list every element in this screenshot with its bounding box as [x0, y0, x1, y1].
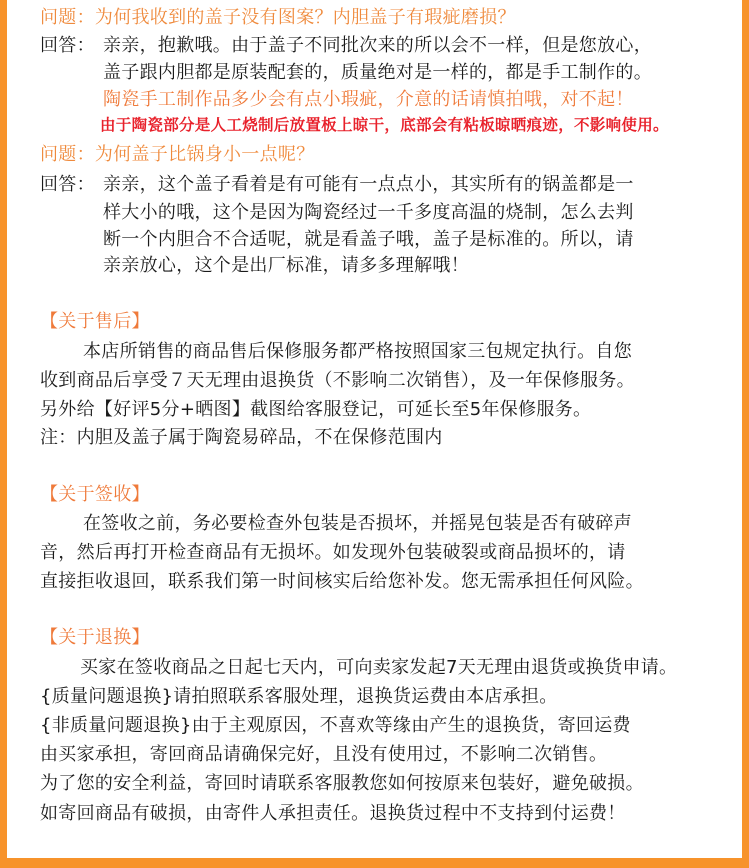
answer-line: 样大小的哦，这个是因为陶瓷经过一千多度高温的烧制，怎么去判 [103, 202, 634, 223]
warning-line: 陶瓷手工制作品多少会有点小瑕疵，介意的话请慎拍哦，对不起！ [103, 89, 634, 110]
answer-line: 亲亲，抱歉哦。由于盖子不同批次来的所以会不一样，但是您放心， [103, 35, 652, 56]
question-text: 为何我收到的盖子没有图案？内胆盖子有瑕疵磨损？ [94, 7, 516, 28]
section-line: 由买家承担，寄回商品请确保完好，且没有使用过，不影响二次销售。 [40, 744, 608, 765]
section-line: 收到商品后享受７天无理由退换货（不影响二次销售），及一年保修服务。 [40, 370, 635, 391]
question-label: 问题： [40, 144, 95, 165]
section-line: 本店所销售的商品售后保修服务都严格按照国家三包规定执行。自您 [83, 341, 632, 362]
answer-line: 亲亲放心，这个是出厂标准，请多多理解哦！ [103, 255, 469, 276]
answer-label: 回答： [40, 35, 95, 56]
red-note: 由于陶瓷部分是人工烧制后放置板上晾干，底部会有粘板晾晒痕迹，不影响使用。 [100, 116, 669, 134]
section-line: 直接拒收退回，联系我们第一时间核实后给您补发。您无需承担任何风险。 [40, 571, 644, 592]
section-line: 如寄回商品有破损，由寄件人承担责任。退换货过程中不支持到付运费！ [40, 803, 626, 824]
section-line: 在签收之前，务必要检查外包装是否损坏，并摇晃包装是否有破碎声 [83, 513, 632, 534]
section-line: 音，然后再打开检查商品有无损坏。如发现外包装破裂或商品损坏的，请 [40, 542, 626, 563]
section-title-returns: 【关于退换】 [40, 627, 150, 648]
section-line: 为了您的安全利益，寄回时请联系客服教您如何按原来包装好，避免破损。 [40, 773, 644, 794]
answer-line: 断一个内胆合不合适呢，就是看盖子哦，盖子是标准的。所以，请 [103, 229, 634, 250]
answer-label: 回答： [40, 174, 95, 195]
section-line: 买家在签收商品之日起七天内，可向卖家发起7天无理由退货或换货申请。 [80, 657, 678, 678]
faq-2-question [40, 143, 315, 167]
section-line: {非质量问题退换}由于主观原因，不喜欢等缘由产生的退换货，寄回运费 [40, 715, 631, 736]
answer-line: 盖子跟内胆都是原装配套的，质量绝对是一样的，都是手工制作的。 [103, 62, 652, 83]
question-label: 问题： [40, 7, 95, 28]
section-line: 注：内胆及盖子属于陶瓷易碎品，不在保修范围内 [40, 427, 443, 448]
question-text: 为何盖子比锅身小一点呢？ [94, 144, 315, 165]
answer-line: 亲亲，这个盖子看着是有可能有一点点小，其实所有的锅盖都是一 [103, 174, 634, 195]
section-line: {质量问题退换}请拍照联系客服处理，退换货运费由本店承担。 [40, 686, 558, 707]
section-line: 另外给【好评5分+晒图】截图给客服登记，可延长至5年保修服务。 [40, 399, 592, 420]
faq-1-question [40, 6, 516, 30]
section-title-signing: 【关于签收】 [40, 484, 150, 505]
section-title-after-sales: 【关于售后】 [40, 311, 150, 332]
